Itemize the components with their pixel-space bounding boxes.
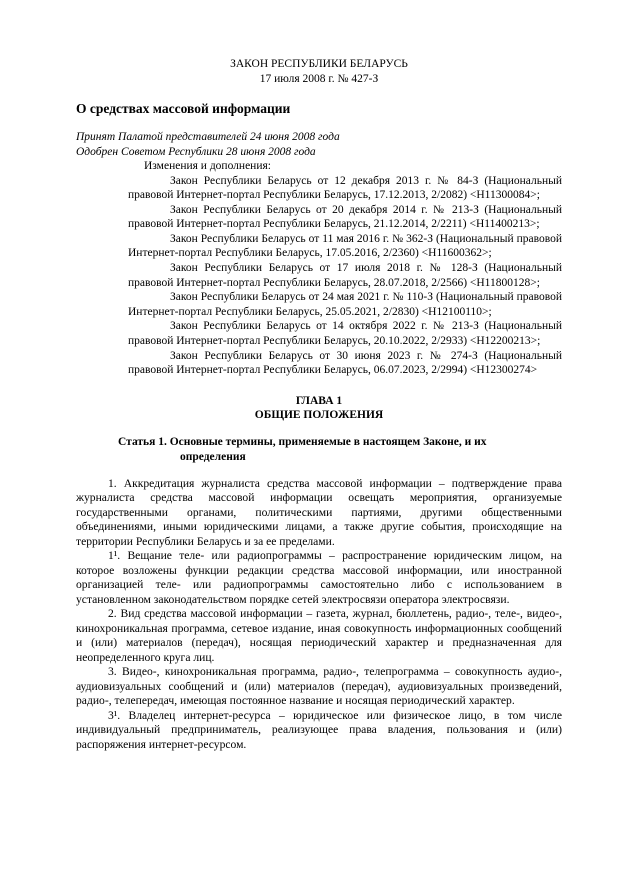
amendment-item: Закон Республики Беларусь от 12 декабря 2013 г. № 84-З (Национальный правовой Интернет-портал Республики Беларусь, 17.12.2013, 2/2082) <H11300084>; [128,174,562,202]
amendment-item: Закон Республики Беларусь от 20 декабря 2014 г. № 213-З (Национальный правовой Интернет-портал Республики Беларусь, 21.12.2014, 2/2211) <H11400213>; [128,203,562,231]
document-header [76,57,562,86]
amendment-item: Закон Республики Беларусь от 14 октября 2022 г. № 213-З (Национальный правовой Интернет-портал Республики Беларусь, 20.10.2022, 2/2933) <H12200213>; [128,320,562,348]
article-heading-line2: определения [180,450,246,463]
adoption-block [76,130,562,159]
article-body [76,477,562,753]
amendment-item: Закон Республики Беларусь от 24 мая 2021 г. № 110-З (Национальный правовой Интернет-портал Республики Беларусь, 25.05.2021, 2/2830) <H12100110>; [128,291,562,318]
law-document-page [0,57,640,885]
term-definition-paragraph: 2. Вид средства массовой информации – газета, журнал, бюллетень, радио-, теле-, видео-, кинохроникальная программа, сетевое издание, иная совокупность информационных сообщений и (или) материалов (передач), носящая периодический характер и предназначенная для неопределенного круга лиц. [76,607,562,664]
term-definition-paragraph: 3. Видео-, кинохроникальная программа, радио-, телепрограмма – совокупность аудио-, аудиовизуальных сообщений и (или) материалов (передач), аудиовизуальных произведений, радио-, телепередач, имеющая постоянное название и носящая периодический характер. [76,665,562,708]
chapter-number: ГЛАВА 1 [295,394,343,407]
law-date-number-line: 17 июля 2008 г. № 427-З [259,72,379,85]
article-heading [76,435,562,465]
amendment-item: Закон Республики Беларусь от 11 мая 2016 г. № 362-З (Национальный правовой Интернет-портал Республики Беларусь, 17.05.2016, 2/2360) <H11600362>; [128,232,562,260]
chapter-title: ОБЩИЕ ПОЛОЖЕНИЯ [254,409,384,422]
adopted-by-house-line: Принят Палатой представителей 24 июня 2008 года [76,131,340,143]
law-country-line: ЗАКОН РЕСПУБЛИКИ БЕЛАРУСЬ [230,58,408,70]
article-heading-line1: Статья 1. Основные термины, применяемые в настоящем Законе, и их [118,435,487,448]
amendment-item: Закон Республики Беларусь от 17 июля 2018 г. № 128-З (Национальный правовой Интернет-портал Республики Беларусь, 28.07.2018, 2/2566) <H11800128>; [128,262,562,289]
chapter-heading [76,394,562,423]
approved-by-council-line: Одобрен Советом Республики 28 июня 2008 года [76,145,316,158]
term-definition-paragraph: 3¹. Владелец интернет-ресурса – юридическое или физическое лицо, в том числе индивидуальный предприниматель, реализующее права владения, пользования и (или) распоряжения интернет-ресурсом. [76,708,562,751]
term-definition-paragraph: 1. Аккредитация журналиста средства массовой информации – подтверждение права журналиста средства массовой информации освещать мероприятия, организуемые государственными органами, политическими партиями, другими общественными объединениями, иными юридическими лицами, а также другие события, происходящие на территории Республики Беларусь и за ее пределами. [76,476,562,548]
term-definition-paragraph: 1¹. Вещание теле- или радиопрограммы – распространение юридическим лицом, на которое возложены функции редакции средства массовой информации, или иностранной организацией теле- или радиопрограммы самостоятельно либо с использованием в установленном законодательством порядке сетей электросвязи оператора электросвязи. [76,549,562,606]
amendment-item: Закон Республики Беларусь от 30 июня 2023 г. № 274-З (Национальный правовой Интернет-портал Республики Беларусь, 06.07.2023, 2/2994) <H12300274> [128,349,562,377]
document-title: О средствах массовой информации [76,101,291,116]
amendments-list [76,174,562,378]
amendments-label: Изменения и дополнения: [144,160,271,172]
